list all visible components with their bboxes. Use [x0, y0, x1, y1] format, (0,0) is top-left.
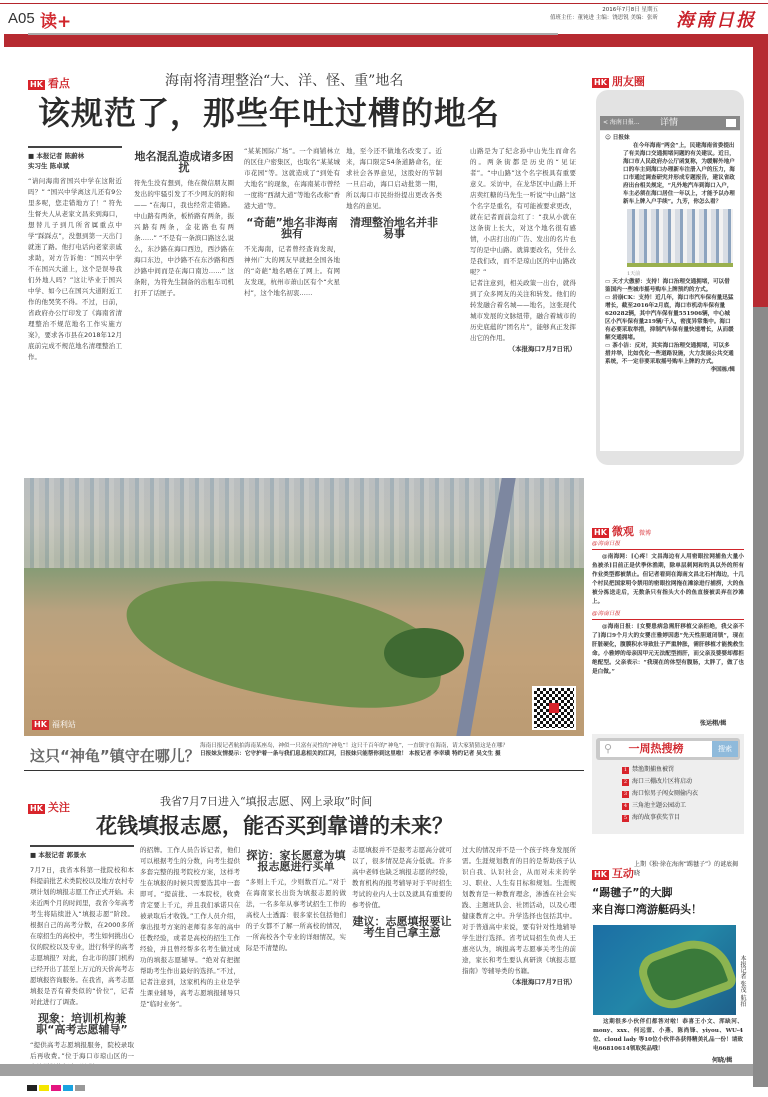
qr-code[interactable]: [532, 686, 576, 730]
lead-body-4: 地，至今还不做地名改变了。近来，海口限定54条道路命名，征求社会各界意见，这股好的节制一旦启动，海口启动批第一期，所以海口市民纷纷提出更改各类地名的意见。: [346, 147, 442, 210]
caption-line-2: 日报妹友情提示：它守护着一条与我们息息相关的江河，日报妹只能帮你到这里啦！ 本报记者 李幸璜 特约记者 吴文生 摄: [200, 751, 501, 757]
post-user: ☺ 日报妹: [605, 135, 630, 141]
interact-tag: [592, 862, 634, 881]
comment-text: 反对，其实海口治理交通拥堵，可以多措并举，比如优化一些道路设施，大力发展公共交通系统，不一定非要采取摇号购车上牌的方式。: [605, 343, 734, 365]
lead-body-1: “请问海南省国兴中学在这附近吗？” “国兴中学离这儿还有9公里多呢，您走错地方了！” 符先生督夫人从老家文昌来到海口，想替儿子到几所省属重点中学“踩踩点”，没想到第一天出门就迷了路。他打电话向老家亲戚求助，对方告诉他：“国兴中学不在国兴大道上，这个是误导我们外地人吗？”这让毕业于国兴中学、如今已在国兴大道附近工作的他哭笑不得。不过，日前，省政府办公厅印发了《海南省清理整治不规范地名工作实施方案》，要求各市县在2018年12月底前完成不规范地名清理整治工作。: [28, 177, 122, 361]
hk-logo-icon: HK: [30, 80, 43, 89]
second-dateline: （本报海口7月7日讯）: [508, 978, 576, 986]
hk-logo-icon: HK: [594, 78, 607, 87]
second-subhead-3: 建议：志愿填报要让考生自己拿主意: [352, 915, 452, 939]
color-bar-black: [27, 1085, 37, 1091]
user-name: 日报妹: [612, 135, 630, 141]
second-byline: ■ 本报记者 郭景水: [30, 845, 134, 860]
weibo-handle[interactable]: @海南日报: [592, 610, 744, 620]
divider: [24, 770, 584, 771]
lead-column-2: [134, 146, 234, 466]
marina-land: [633, 929, 738, 1016]
tag-label: 看点: [47, 77, 70, 90]
hk-logo-icon: HK: [34, 720, 47, 729]
footer-band: [0, 1064, 753, 1076]
search-button[interactable]: 搜索: [712, 741, 738, 757]
second-body-4: 志愿填报并不是报考志愿高分就可以了，很多情况是高分低就。许多高中老师也缺乏填报志愿的经验，教育机构的报考辅导对于平时招生考试的业内人士以及就具有重要的参考价值。: [352, 846, 452, 909]
lead-body-5: 山路是为了纪念孙中山先生而命名的。两条街都是历史的“见证者”。“中山路”这个名字极具有重要意义。采访中，在龙华区中山路上开店卖红糖的马先生一听说“中山路”这个名字是重名，有可能被要求更改，就在记者面前急红了：“我从小就在这条街上长大，对这个地名很有感情，小店打出的广告、发出的名片也写的是中山路。就算要改名，凭什么是我们改，而不是琼山区的中山路改呢？”: [470, 147, 576, 276]
tag-label: 关注: [47, 801, 70, 814]
island-forest: [384, 628, 464, 678]
color-bar-yellow: [39, 1085, 49, 1091]
byline-intern: 实习生 陈卓斌: [28, 162, 70, 170]
post-text: 在今年海南“两会”上，民建海南省委提出了有关海口交通拥堵问题的有关建议。近日，海口市人民政府办公厅函复称，为缓解外地户口的车主到海口办理新车注册入户的压力，海口市通过调查研究并形成专题报告，建议省政府出台相关规定，“凡外地汽车到海口入户，车主必须在海口居住一年以上，才能予以办理新车上牌入户手续”。九芳，你怎么看？: [623, 143, 735, 205]
lead-column-5: [470, 146, 576, 466]
section-name: 读+: [40, 12, 72, 32]
lead-body-2: 符先生没有想到，他在微信朋友圈发出的牢骚引发了不少网友的附和—— “在海口，我也经常走错路。中山路有两条，板桥路有两条，振兴路有两条，金花路也有两条……” “不是有一条滨口路这么说么，东沙路在海口西边，西沙路在海口东边，中沙路不在东沙路和西沙路中间而是在海口南边……” 这条附，为符先生制备的出租车司机打开了话匣子。: [134, 179, 234, 297]
headline-line-1: “踢毽子”的大脚: [592, 886, 673, 899]
hk-logo-icon: HK: [594, 528, 607, 537]
lead-body-5b: 记者注意到，相关政策一出台，就得到了众多网友的关注和转发。他们的转发融合着名城——地名，这张现代城市发展的文脉纽带，融合着城市的历史底蕴的“团名片”，能够真正发挥出它的作用。: [470, 279, 576, 342]
hk-logo-icon: HK: [30, 804, 43, 813]
second-column-5: [462, 845, 576, 1060]
photo-caption-title: 这只“神龟”镇守在哪儿？: [30, 747, 200, 765]
search-icon: ⚲: [604, 742, 613, 755]
hot-item-label: 禁渔期捕鱼被罚: [632, 766, 675, 773]
weibo-logo-icon: 微博: [639, 530, 652, 537]
comment-text: 支持！海口治理交通拥堵，可以借鉴国内一些城市摇号购车上牌预约的方式。: [605, 279, 730, 293]
tag-label: 朋友圈: [611, 75, 645, 88]
camera-icon[interactable]: [726, 119, 736, 127]
page-number: A05: [8, 10, 35, 27]
editors: 值班主任：董钝进 主编：饶思锐 美编：张昕: [550, 15, 658, 21]
second-body-1b: “提供高考志愿填报服务，院校录取后再收费。”位于海口市琼山区的一: [30, 1041, 134, 1060]
second-subhead-1: 现象：培训机构兼职“高考志愿辅导”: [36, 1012, 128, 1036]
phone-title: 详情: [660, 118, 679, 128]
second-tag: [28, 796, 70, 815]
issue-date: 2016年7月8日 星期五: [602, 7, 658, 13]
tag-label: 福利站: [51, 720, 76, 729]
comment-text: 支持！近几年，海口市汽车保有量迅猛增长，截至2016年2月底，海口市机动车保有量620282辆，其中汽车保有量551906辆，中心城区小汽车保有量219辆/千人，密度异常集中。海口有必要采取举措，抑制汽车保有量快速增长，从而缓解交通拥堵。: [605, 295, 734, 341]
lead-body-3: “某某国际广场”。一个商铺林立的区住户密集区，也取名“某某城市花园”等。这就造成了“到处有大地名”的现象，在海南某市曾经一度将“西湖大道”等地名改称“香港大道”等。: [244, 147, 340, 210]
comment: ▭ 天才大傲骄：支持！海口治理交通拥堵，可以借鉴国内一些城市摇号购车上牌预约的方式。: [605, 279, 730, 293]
hot-list: [622, 764, 698, 824]
header-red-bar: [4, 34, 768, 47]
interact-credit: 何晓/辑: [712, 1057, 733, 1064]
weibo-tag: [592, 520, 651, 539]
weibo-post-1: @南海网：[心疼！文昌海边有人用密眼拉网捕鱼大量小鱼被杀]目前正是伏季休渔期，除单层刺网和钓具以外的所有作业类型都被禁止。但记者看到在海南文昌北石村海边，十几个村民把国家明令禁用的密眼拉网拖在滩涂进行捕捞，大的鱼被分拣送走后，无数条只有指头大小的鱼直接被丢弃在沙滩上。: [592, 554, 744, 605]
hot-item[interactable]: 4 三角池主题公园动工: [623, 802, 687, 809]
lead-subhead-1: 地名混乱造成诸多困扰: [134, 150, 234, 174]
hot-item[interactable]: 3 海口惊男子闯女厕偷内衣: [623, 790, 699, 797]
lead-column-4: [346, 146, 442, 466]
comment-author: 茶小洁: [612, 343, 630, 349]
lead-headline: 该规范了，那些年吐过槽的地名: [38, 94, 501, 132]
hot-item[interactable]: 1 禁渔期捕鱼被罚: [623, 766, 675, 773]
second-body-3: “多则上千元，少则数百元。”对于在海南家长出资为填报志愿的做法，一名多年从事考试招生工作的高校人士透露：很多家长包括他们的子女都不了解一所高校的情况，一所高校各个专业的详细情况，实际是不清楚的。: [246, 878, 346, 952]
lead-subhead-3: 清理整治地名并非易事: [350, 216, 438, 240]
weibo-handle[interactable]: @海南日报: [592, 540, 744, 550]
photo-tag: [32, 719, 76, 730]
winners-text: 这期很多小伙伴们都答对啦！恭喜王小文、浑缺河、mony、xxx、何远萱、小燕、陈尚锋、yiyou、WU-4位、cloud lady 等10位小伙伴各获得精美礼品一份！请致电66810614领取奖品哦！: [593, 1019, 743, 1052]
masthead-meta: [550, 6, 658, 22]
weibo-posts: [592, 540, 744, 720]
lead-kicker: 海南将清理整治“大、洋、怪、重”地名: [165, 73, 404, 89]
second-headline: 花钱填报志愿，能否买到靠谱的未来？: [96, 814, 453, 838]
lead-body-3b: 不光海南，记者曾经查询发现，神州广大的网友早就把全国各地的“奇葩”地名晒在了网上。有网友发现，杭州市萧山区有个“火星村”，这个地名初衷……: [244, 245, 340, 297]
traffic-photo: [627, 209, 733, 267]
lead-column-3: [244, 146, 340, 466]
hot-item[interactable]: 2 海口三棚改片区将启动: [623, 778, 693, 785]
second-body-1: 7月7日，我省本科第一批院校和本科提前批艺术类院校以及地方农村专项计划的填报志愿工作正式开始。未来近两个月的时间里，我省今年高考考生将陆续进入“填报志愿”阶段。根据自己的高考分数，在2000多所在琼招生的高校中，考生如何挑出心仪的院校以及专业，进行科学的高考志愿填报？对此，台北市的部门机构已经开出了甚至上万元的天价高考志愿填报咨询服务。在我省，高考志愿填报是否有着类似的“价位”，记者对此进行了调查。: [30, 866, 134, 1006]
tag-label: 互动: [611, 867, 634, 880]
marina-photo: [593, 925, 736, 1015]
second-kicker: 我省7月7日进入“填报志愿、网上录取”时间: [160, 795, 373, 808]
aerial-photo: [24, 478, 584, 736]
lead-dateline: （本报海口7月7日讯）: [508, 345, 576, 353]
hot-item-label: 海口三棚改片区将启动: [632, 778, 693, 785]
comment-author: 天才大傲骄: [612, 279, 641, 285]
second-body-2: 的招牌。工作人员告诉记者，他们可以根据考生的分数，向考生提供多套完整的报考院校方案，这样考生在填报的时候只需要选其中一套即可。“提前批、一本院校，收费肯定要上千元，并且我们承诺只在被录取后才收钱。”工作人员介绍，拿出报考方案的老师有多年的高中任教经验，或者是高校的招生工作经验，并且曾经帮多名考生做过成功的填报志愿辅导。“绝对有把握帮助考生作出最好的选择。”不过，记者注意到，这家机构的主业是学生课业辅导，高考志愿填报辅导只是“临时业务”。: [140, 846, 240, 1008]
comment: ▭ 茶小洁：反对，其实海口治理交通拥堵，可以多措并举，比如优化一些道路设施，大力发展公共交通系统，不一定非要采取摇号购车上牌的方式。: [605, 343, 734, 365]
second-column-2: [140, 845, 240, 1060]
hk-logo-icon: HK: [594, 870, 607, 879]
comment: ▭ 岩崩CK：支持！近几年，海口市汽车保有量迅猛增长，截至2016年2月底，海口市机动车保有量620282辆，其中汽车保有量551906辆，中心城区小汽车保有量219辆/千人，密度异常集中。海口有必要采取举措，抑制汽车保有量快速增长，从而缓解交通拥堵。: [605, 295, 734, 341]
lead-column-1: [28, 146, 122, 466]
weibo-post-2: @海南日报：[女婴患病急需肝移植父亲拒绝，我父亲不了]海口9个月大的女婴庄雅婷因患“先天性胆道闭锁”，现在肝脏硬化，腹膜积水导致肚子严重肿胀，需肝移植才能挽救生命。小雅婷的母亲因甲元无法配型捐肝，而父亲及婆婆却都拒绝配型。父亲表示：“我现在的体型有腹肠，太胖了，做了也是白做。”: [592, 624, 744, 675]
photo-caption: [200, 742, 584, 758]
moments-post: [600, 131, 740, 451]
hot-item[interactable]: 5 海的故事获奖节目: [623, 814, 681, 821]
back-button[interactable]: < 海南日报...: [603, 119, 640, 126]
sidebar-edge-red: [753, 47, 768, 307]
headline-line-2: 来自海口湾游艇码头！: [592, 903, 702, 916]
search-input[interactable]: [600, 741, 712, 757]
lead-byline: [28, 146, 122, 171]
caption-line-1: 海南日报记者航拍海南某座岛，神似一只富有灵性的“神龟”！这只千百年的“神龟”，一直镇守在海南，请大家猜猜这是在哪？: [200, 743, 509, 749]
friends-credit: 李国栋/辑: [710, 367, 735, 373]
hot-item-label: 三角池主题公园动工: [632, 802, 687, 809]
second-body-5: 过大的情况并不是一个孩子终身发展所需。生涯规划教育的目的是帮助孩子认识自我、认识社会，从而对未来的学习、职业、人生有目标和规划。生涯规划教育是一种教育理念，渗透在社会实践、主题班队会、社团活动，以及心理健康教育之中。升学选择也包括其中。对于普通高中来说，要有针对性地辅导学生进行选择。省考试局招生负责人王惠亮认为，填报高考志愿事关考生的前途，家长和考生要认真研读《填报志愿指南》等辅导类的书籍。: [462, 846, 576, 975]
comment-list: [605, 278, 735, 366]
phone-nav-bar: [600, 116, 740, 130]
hot-item-label: 海的故事获奖节目: [632, 814, 681, 821]
newspaper-logo: 海南日报: [676, 10, 756, 31]
color-bar-magenta: [51, 1085, 61, 1091]
second-column-3: [246, 845, 346, 1060]
color-bar-grey: [75, 1085, 85, 1091]
second-column-4: [352, 845, 452, 1060]
second-subhead-2: 探访：家长愿意为填报志愿进行买单: [246, 849, 346, 873]
weibo-credit: 张运栩/辑: [700, 720, 727, 727]
interact-headline: [592, 884, 702, 918]
hot-item-label: 海口惊男子闯女厕偷内衣: [632, 790, 699, 797]
qr-center-icon: [549, 703, 559, 713]
photo-credit: 本报记者 张茂 航拍: [739, 955, 746, 1007]
color-bar-cyan: [63, 1085, 73, 1091]
top-rule: [0, 3, 768, 4]
second-column-1: [30, 845, 134, 1060]
post-time: 1天前: [627, 271, 641, 277]
header-grey-band: [28, 33, 558, 35]
comment-author: 岩崩CK: [612, 295, 633, 301]
lead-subhead-2: “奇葩”地名非海南独有: [246, 216, 338, 240]
interact-intro: 上期《独·徐在海南“踢毽子”》的谜底揭晓: [634, 861, 739, 877]
byline-reporter: ■ 本报记者 陈蔚林: [28, 152, 85, 160]
friends-tag: [592, 70, 645, 89]
tag-label: 微观: [611, 525, 634, 538]
hot-title: 一周热搜榜: [628, 742, 684, 755]
